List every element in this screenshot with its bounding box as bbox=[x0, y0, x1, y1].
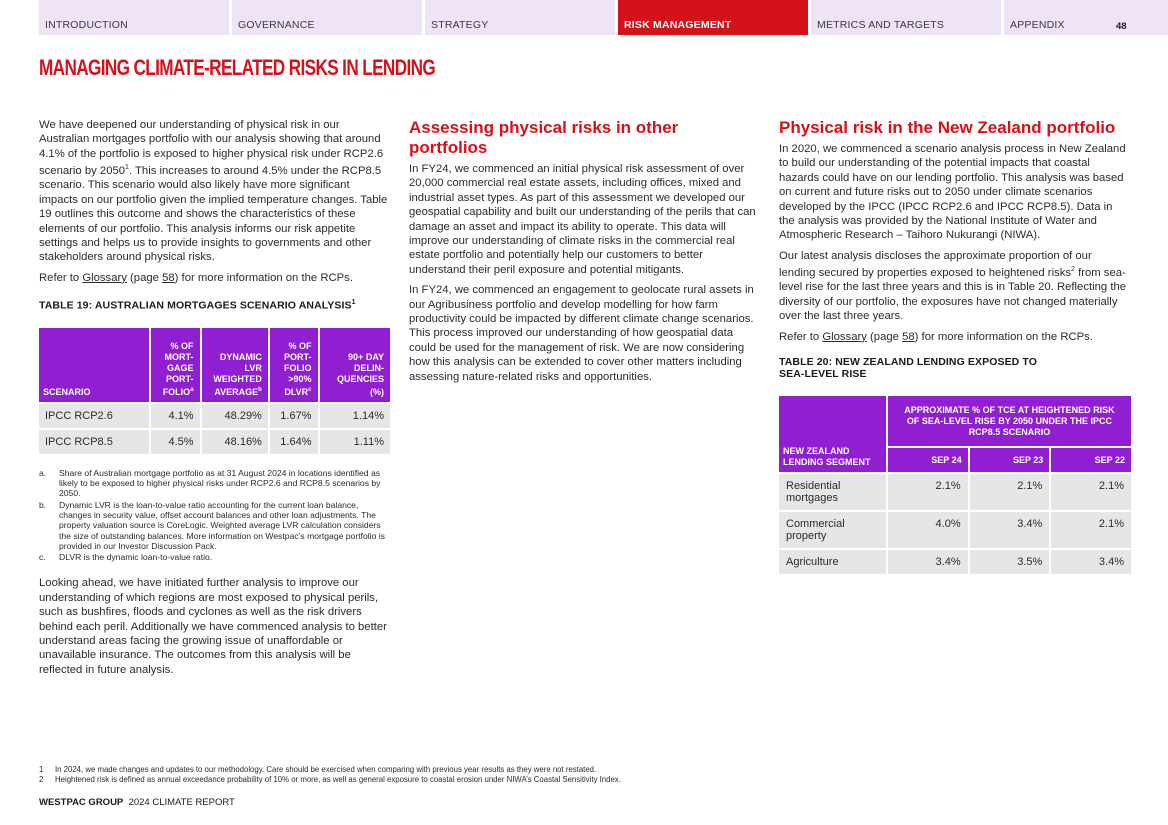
table-header: % OF PORT-FOLIO >90% DLVR$^c$ bbox=[270, 328, 318, 402]
section-heading: Assessing physical risks in other portfolios bbox=[409, 118, 679, 157]
page-footer: WESTPAC GROUP 2024 CLIMATE REPORT bbox=[39, 797, 235, 808]
footnote: 2 Heightened risk is defined as annual exceedance probability of 10% or more, as well as general exposure to coastal erosion under NIWA’s Coastal Sensitivity Index. bbox=[39, 775, 621, 784]
glossary-link[interactable]: Glossary bbox=[822, 330, 867, 343]
table-note: c. DLVR is the dynamic loan-to-value ratio. bbox=[39, 552, 213, 563]
table-row bbox=[779, 512, 1131, 548]
table-header: APPROXIMATE % OF TCE AT HEIGHTENED RISK OF SEA-LEVEL RISE BY 2050 UNDER THE IPCC RCP8.5 SCENARIO bbox=[888, 396, 1131, 446]
table-cell: 3.4% bbox=[1051, 550, 1131, 574]
table-header: SEP 23 bbox=[970, 448, 1050, 472]
footnote: 1 In 2024, we made changes and updates to our methodology. Care should be exercised when comparing with previous year results as they were not restated. bbox=[39, 765, 597, 774]
table-header: SEP 22 bbox=[1051, 448, 1131, 472]
page-number: 48 bbox=[1116, 21, 1127, 32]
table-cell: 3.4% bbox=[888, 550, 968, 574]
column-left bbox=[39, 118, 390, 683]
page-58-link[interactable]: 58 bbox=[902, 330, 915, 343]
section-heading: Physical risk in the New Zealand portfolio bbox=[779, 118, 1116, 137]
table-cell: 2.1% bbox=[970, 474, 1050, 510]
table-cell: 1.14% bbox=[320, 404, 391, 428]
paragraph: In FY24, we commenced an initial physical risk assessment of over 20,000 commercial real estate assets, including offices, mixed and industrial asset types. As part of this assessment we developed our geospatial capability and built our understanding of the perils that can damage an asset and impact its ability to operate. This data will improve our understanding of climate risks in the commercial real estate portfolio and potentially help our customers to better understand their peril exposure and potential mitigants. bbox=[409, 163, 756, 276]
table-cell: 4.1% bbox=[151, 404, 200, 428]
table-20-title: TABLE 20: NEW ZEALAND LENDING EXPOSED TO SEA-LEVEL RISE bbox=[779, 356, 1037, 381]
table-20 bbox=[777, 394, 1133, 576]
glossary-link[interactable]: Glossary bbox=[82, 271, 127, 284]
table-cell: Agriculture bbox=[779, 550, 886, 574]
table-cell: Residential mortgages bbox=[779, 474, 886, 510]
looking-ahead-paragraph: Looking ahead, we have initiated further analysis to improve our understanding of which regions are most exposed to physical perils, such as bushfires, floods and cyclones as well as the risk drivers behind each peril. Additionally we have commenced analysis to better understand areas facing the growing issue of unaffordable or unavailable insurance. The outcomes from this analysis will be reflected in future analysis. bbox=[39, 577, 387, 676]
paragraph: In FY24, we commenced an engagement to geolocate rural assets in our Agribusiness portfolio and develop modelling for how farm productivity could be impacted by different climate change scenarios. This process improved our understanding of how geospatial data could be used for the management of risk. We are now considering how this analysis can be extended to cover other matters including assessing nature-related risks and opportunities. bbox=[409, 284, 754, 383]
table-note: b. Dynamic LVR is the loan-to-value ratio accounting for the current loan balance, changes in security value, offset account balances and other loan adjustments. The property valuation source is CoreLogic. Weighted average LVR calculation considers the size of outstanding balances. More information on Westpac’s mortgage portfolio is provided in our Investor Discussion Pack. bbox=[39, 499, 385, 551]
table-header: % OF MORT-GAGE PORT-FOLIO$^a$ bbox=[151, 328, 200, 402]
tab-metrics-and-targets[interactable]: METRICS AND TARGETS bbox=[811, 0, 1001, 35]
glossary-reference: Refer to Glossary (page 58) for more information on the RCPs. bbox=[39, 271, 353, 284]
table-cell: 2.1% bbox=[888, 474, 968, 510]
page-title: MANAGING CLIMATE-RELATED RISKS IN LENDING bbox=[39, 55, 436, 80]
table-19-notes bbox=[39, 468, 390, 563]
table-header: NEW ZEALAND LENDING SEGMENT bbox=[779, 396, 886, 472]
table-cell: 2.1% bbox=[1051, 512, 1131, 548]
page-58-link[interactable]: 58 bbox=[162, 271, 175, 284]
tab-appendix[interactable]: APPENDIX bbox=[1004, 0, 1168, 35]
table-row bbox=[779, 550, 1131, 574]
table-note: a. Share of Australian mortgage portfolio as at 31 August 2024 in locations identified as likely to be exposed to higher physical risks under RCP2.6 and RCP8.5 scenarios by 2050. bbox=[39, 467, 381, 499]
table-cell: 1.67% bbox=[270, 404, 318, 428]
table-cell: 48.16% bbox=[202, 430, 268, 454]
table-header: 90+ DAY DELIN-QUENCIES (%) bbox=[320, 328, 391, 402]
table-cell: Commercial property bbox=[779, 512, 886, 548]
table-cell: 2.1% bbox=[1051, 474, 1131, 510]
table-header: DYNAMIC LVR WEIGHTED AVERAGE$^b$ bbox=[202, 328, 268, 402]
glossary-reference: Refer to Glossary (page 58) for more information on the RCPs. bbox=[779, 330, 1093, 343]
table-row bbox=[779, 474, 1131, 510]
table-row bbox=[39, 404, 390, 428]
paragraph: In 2020, we commenced a scenario analysis process in New Zealand to build our understanding of the potential impacts that coastal hazards could have on our lending portfolio. This analysis was based on current and future risks out to 2050 under climate scenarios developed by the IPCC (IPCC RCP2.6 and IPCC RCP8.5). Data in the analysis was provided by the National Institute of Water and Atmospheric Research – Taihoro Nukurangi (NIWA). bbox=[779, 143, 1126, 242]
table-header: SEP 24 bbox=[888, 448, 968, 472]
tab-introduction[interactable]: INTRODUCTION bbox=[39, 0, 229, 35]
top-navigation bbox=[39, 0, 1168, 35]
tab-risk-management[interactable]: RISK MANAGEMENT bbox=[618, 0, 808, 35]
table-row bbox=[39, 430, 390, 454]
table-cell: 4.0% bbox=[888, 512, 968, 548]
table-cell: 1.64% bbox=[270, 430, 318, 454]
intro-paragraph: We have deepened our understanding of physical risk in our Australian mortgages portfolio with our analysis showing that around 4.1% of the portfolio is exposed to higher physical risk under RCP2.6 scenario by 2050$^1$. This increases to around 4.5% under the RCP8.5 scenario. This scenario would also likely have more significant impacts on our portfolio given the implied temperature changes. Table 19 outlines this outcome and shows the characteristics of these elements of our portfolio. This analysis informs our risk appetite settings and helps us to provide insights to governments and other stakeholders around physical risks. bbox=[39, 119, 388, 264]
table-header: SCENARIO bbox=[39, 328, 149, 402]
table-cell: 3.5% bbox=[970, 550, 1050, 574]
table-cell: IPCC RCP2.6 bbox=[39, 404, 149, 428]
column-middle bbox=[409, 118, 761, 390]
tab-strategy[interactable]: STRATEGY bbox=[425, 0, 615, 35]
table-19-title: TABLE 19: AUSTRALIAN MORTGAGES SCENARIO ANALYSIS$^1$ bbox=[39, 299, 356, 312]
column-right bbox=[779, 118, 1131, 576]
table-cell: 1.11% bbox=[320, 430, 391, 454]
table-cell: 3.4% bbox=[970, 512, 1050, 548]
table-19 bbox=[37, 326, 392, 456]
paragraph: Our latest analysis discloses the approximate proportion of our lending secured by properties exposed to heightened risks$^2$ from sea-level rise for the last three years and this is in Table 20. Reflecting the diversity of our portfolio, the exposures have not changed materially over the last three years. bbox=[779, 249, 1127, 323]
footnotes bbox=[39, 765, 1039, 785]
tab-governance[interactable]: GOVERNANCE bbox=[232, 0, 422, 35]
table-cell: IPCC RCP8.5 bbox=[39, 430, 149, 454]
table-cell: 48.29% bbox=[202, 404, 268, 428]
table-cell: 4.5% bbox=[151, 430, 200, 454]
